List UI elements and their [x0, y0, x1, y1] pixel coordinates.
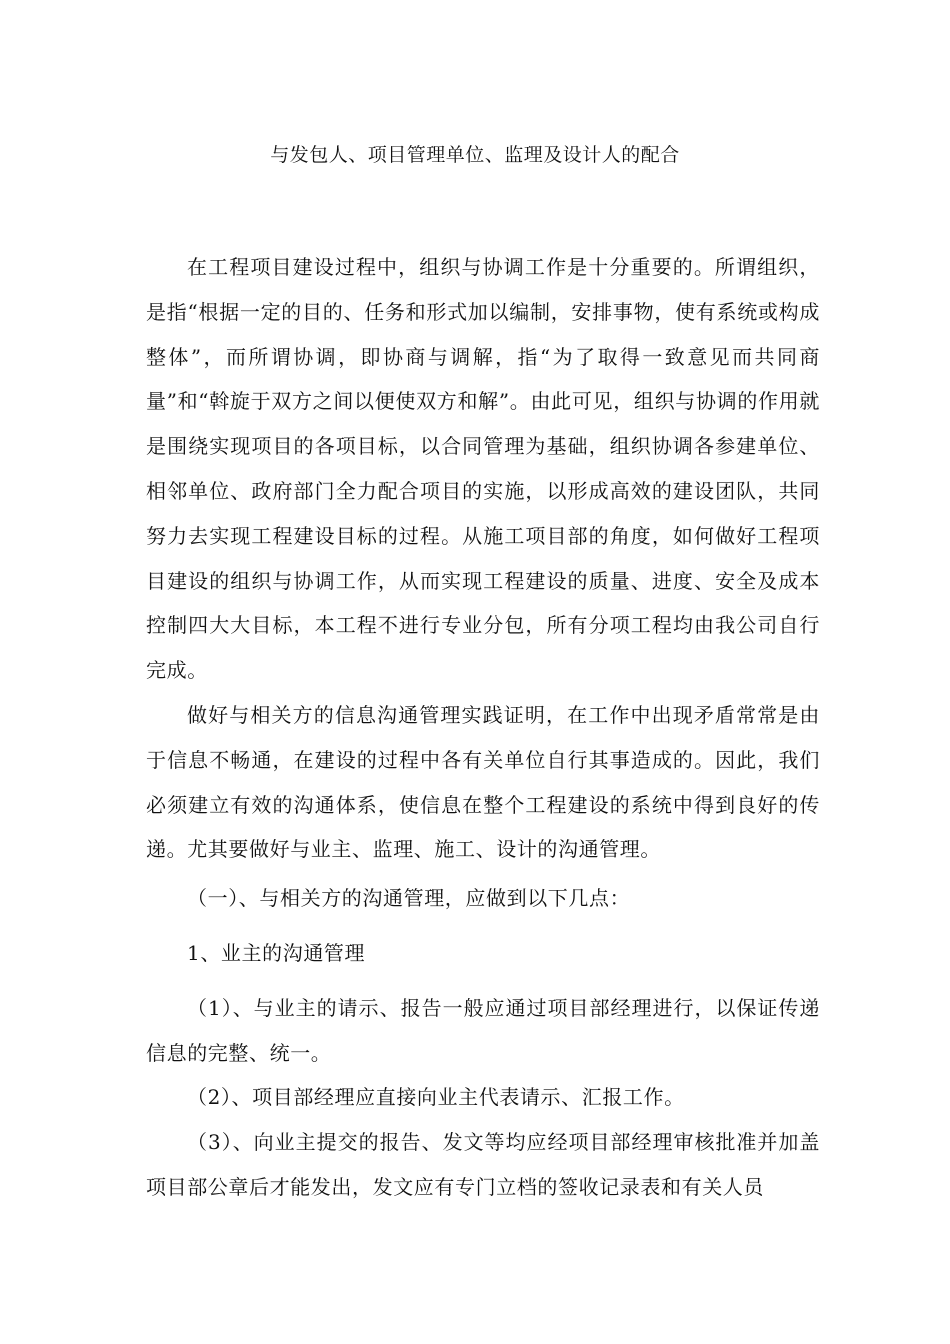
list-item-3: （3）、向业主提交的报告、发文等均应经项目部经理审核批准并加盖项目部公章后才能发出，发文应有专门立档的签收记录表和有关人员 — [146, 1130, 820, 1199]
subsection-heading-owner: 1、业主的沟通管理 — [187, 940, 366, 965]
document-body — [146, 245, 820, 1210]
list-item-1: （1）、与业主的请示、报告一般应通过项目部经理进行，以保证传递信息的完整、统一。 — [146, 995, 820, 1065]
paragraph-information-communication: 做好与相关方的信息沟通管理实践证明，在工作中出现矛盾常常是由于信息不畅通，在建设的过程中各有关单位自行其事造成的。因此，我们必须建立有效的沟通体系，使信息在整个工程建设的系统中得到良好的传递。尤其要做好与业主、监理、施工、设计的沟通管理。 — [146, 702, 820, 862]
document-title: 与发包人、项目管理单位、监理及设计人的配合 — [270, 144, 680, 166]
paragraph-organization-coordination: 在工程项目建设过程中，组织与协调工作是十分重要的。所谓组织，是指“根据一定的目的、任务和形式加以编制，安排事物，使有系统或构成整体”，而所谓协调，即协商与调解，指“为了取得一致意见而共同商量”和“斡旋于双方之间以便使双方和解”。由此可见，组织与协调的作用就是围绕实现项目的各项目标，以合同管理为基础，组织协调各参建单位、相邻单位、政府部门全力配合项目的实施，以形成高效的建设团队，共同努力去实现工程建设目标的过程。从施工项目部的角度，如何做好工程项目建设的组织与协调工作，从而实现工程建设的质量、进度、安全及成本控制四大大目标，本工程不进行专业分包，所有分项工程均由我公司自行完成。 — [146, 255, 820, 683]
section-heading-communication: （一）、与相关方的沟通管理，应做到以下几点： — [187, 886, 631, 911]
list-item-2: （2）、项目部经理应直接向业主代表请示、汇报工作。 — [187, 1085, 685, 1110]
